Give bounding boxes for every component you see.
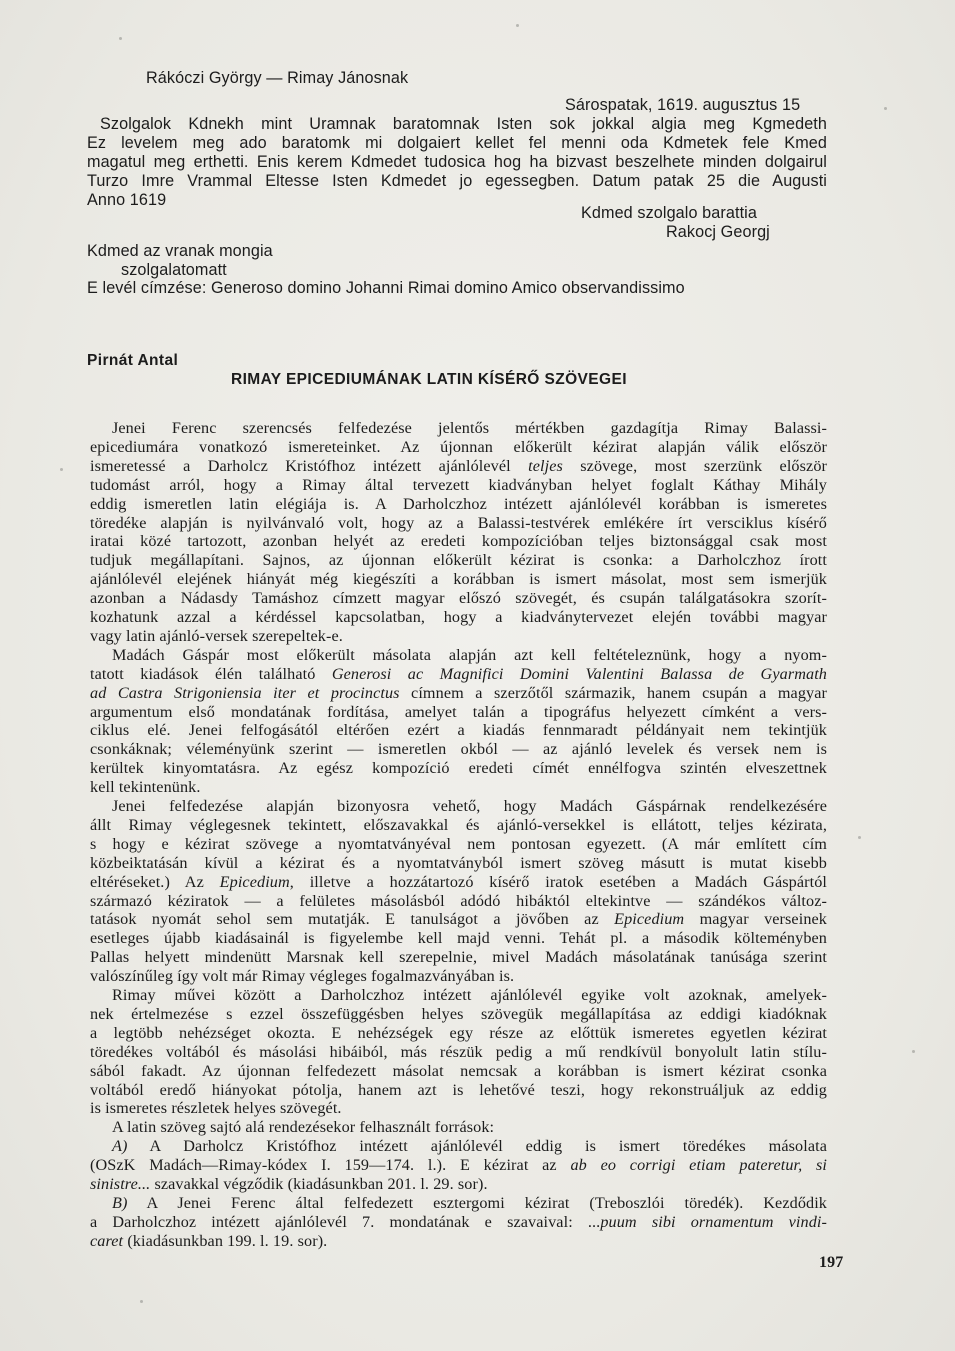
scan-speck (912, 1050, 915, 1053)
body-line: s hogy e kézirat szövege a nyomtatványéval nem pontosan egyezett. (A már említett cím (90, 834, 827, 853)
letter-heading: Rákóczi György — Rimay Jánosnak (146, 69, 409, 87)
body-line: B) A Jenei Ferenc által felfedezett esztergomi kézirat (Treboszlói töredék). Kezdődik (112, 1193, 827, 1212)
body-line: kerültek kinyomtatásra. Az egész kompozíció eredeti címét ennélfogva szintén elveszettnek (90, 759, 827, 778)
body-line: A latin szöveg sajtó alá rendezésekor felhasznált források: (112, 1118, 495, 1137)
body-line: iratai közé tartozott, azonban helyét az eredeti kompozícióban teljes biztonsággal csak most (90, 532, 827, 551)
body-line: Madách Gáspár most előkerült másolata alapján azt kell feltételeznünk, hogy a nyom- (112, 645, 827, 664)
body-line: nek értelmezése s ezzel összefüggésben helyes szövegük megállapítása az eddigi kiadóknak (90, 1004, 827, 1023)
body-line: ciklus elé. Jenei felfogásától eltérően ezért a kiadás fennmaradt példányait nem tekintjük (90, 721, 827, 740)
letter-line: Szolgalok Kdnekh mint Uramnak baratomnak Isten sok jokkal algia meg Kgmedeth (100, 115, 827, 133)
body-line: caret (kiadásunkban 199. l. 19. sor). (90, 1231, 328, 1250)
scan-speck (140, 1300, 143, 1303)
letter-signature: Rakocj Georgj (666, 223, 770, 241)
scan-speck (884, 107, 887, 110)
body-line: tatott kiadások élén található Generosi ac Magnifici Domini Valentini Balassa de Gyarmath (90, 664, 827, 683)
body-line: tudjuk megállapítani. Sajnos, az újonnan előkerült kézirat is csonka: a Darholczhoz írott (90, 551, 827, 570)
body-line: vagy latin ajánló-versek szerepeltek-e. (90, 626, 343, 645)
body-line: származó kéziratok — a felületes másolásból adódó hibáktól eltekintve — szándékos változ- (90, 891, 827, 910)
letter-address-line: szolgalatomatt (121, 261, 227, 279)
body-line: Jenei felfedezése alapján bizonyosra vehető, hogy Madách Gáspárnak rendelkezésére (112, 797, 827, 815)
article-title: RIMAY EPICEDIUMÁNAK LATIN KÍSÉRŐ SZÖVEGEI (231, 371, 627, 388)
letter-line: Ez levelem meg ado baratomk mi dolgaiert kellet fel menni oda Kdmetek fele Kmed (87, 134, 827, 152)
body-line: Jenei Ferenc szerencsés felfedezése jelentős mértékben gazdagítja Rimay Balassi- (112, 419, 827, 437)
body-line: is ismeretes részletek helyes szövegét. (90, 1099, 342, 1118)
page-number: 197 (819, 1254, 844, 1271)
body-line: közbeiktatásán kívül a kézirat és a nyomtatványból ismert szöveg másutt is mutat kisebb (90, 853, 827, 872)
body-line: valószínűleg így volt már Rimay végleges fogalmazványában is. (90, 967, 515, 986)
letter-line: magatul meg erthetti. Enis kerem Kdmedet tudosica hog ha bizvast beszelhete minden dolgairul (87, 153, 827, 171)
body-line: állt Rimay véglegesnek tekintett, előszavakkal és ajánló-versekkel is ellátott, teljes kézirata, (90, 815, 827, 834)
body-line: sából fakadt. Az újonnan felfedezett másolat nemcsak a korábban is ismert kézirat csonka (90, 1061, 827, 1080)
letter-line: Anno 1619 (87, 191, 167, 209)
scan-speck (119, 37, 122, 40)
body-line: epicediumára vonatkozó ismereteinket. Az újonnan előkerült kézirat alapján válik először (90, 437, 827, 456)
letter-address-line: Kdmed az vranak mongia (87, 242, 273, 260)
body-line: ad Castra Strigoniensia iter et procinctus címnem a szerzőtől származik, hanem csupán a magyar (90, 683, 828, 702)
body-line: azonban a Nádasdy Tamáshoz címzett magyar előszó szövegét, és csupán találgatásokra szorít- (90, 589, 827, 608)
body-line: a legtöbb nehézséget okozta. E nehézségek egy része az előttük ismeretes egyetlen kézirat (90, 1023, 827, 1042)
scan-speck (60, 468, 63, 471)
body-line: Pallas helyett mindenütt Marsnak kell szerepelnie, mivel Madách másolatának tanúsága szerint (90, 948, 827, 967)
body-line: töredékes voltából és másolási hibáiból, más részük pedig a mű rendkívül bonyolult latin stílu- (90, 1042, 827, 1061)
body-line: esetleges újabb kiadásainál is figyelembe kell majd venni. Tehát pl. a második költeményben (90, 929, 827, 948)
letter-recipient: E levél címzése: Generoso domino Johanni Rimai domino Amico observandissimo (87, 279, 685, 297)
body-line: tudomást arról, hogy a Rimay által tervezett kiadványban helyet foglalt Káthay Mihály (90, 475, 827, 494)
scan-speck (516, 24, 519, 27)
body-line: ajánlólevél elejének hiányát még kiegészíti a korábban is ismert másolat, most sem ismerjük (90, 570, 827, 589)
body-line: A) A Darholcz Kristófhoz intézett ajánlólevél eddig is ismert töredékes másolata (112, 1137, 827, 1156)
article-author: Pirnát Antal (87, 352, 179, 369)
body-line: ismeretessé a Darholcz Kristófhoz intézett ajánlólevél teljes szövege, most szerzünk először (90, 456, 827, 475)
body-line: eddig ismeretlen latin elégiája is. A Darholczhoz intézett ajánlólevél korábban is ismeretes (90, 494, 827, 513)
body-line: csonkáknak; véleményünk szerint — ismeretlen okból — az ajánló levelek és versek nem is (90, 740, 827, 759)
body-line: a Darholczhoz intézett ajánlólevél 7. mondatának e szavaival: ...puum sibi ornamentum vindi- (90, 1212, 827, 1231)
letter-line: Turzo Imre Vrammal Eltesse Isten Kdmedet jo egessegben. Datum patak 25 die Augusti (87, 172, 827, 190)
scan-speck (858, 836, 861, 839)
body-line: kozhatunk azzal a kérdéssel kapcsolatban, hogy a kiadványtervezet elején további magyar (90, 608, 827, 626)
body-line: argumentum első mondatának fordítása, amelyet talán a tipográfus helyezett címként a vers- (90, 702, 827, 721)
body-line: sinistre... szavakkal végződik (kiadásunkban 201. l. 29. sor). (90, 1175, 488, 1193)
body-line: tatások nyomát sehol sem mutatják. E tanulságot a jövőben az Epicedium magyar verseinek (90, 910, 827, 929)
letter-dateline: Sárospatak, 1619. augusztus 15 (565, 96, 801, 114)
body-line: Rimay művei között a Darholczhoz intézett ajánlólevél egyike volt azoknak, amelyek- (112, 986, 827, 1004)
body-line: kell tekintenünk. (90, 778, 201, 797)
body-line: töredéke alapján is nyilvánvaló volt, hogy az a Balassi-testvérek emlékére írt versciklus kísérő (90, 513, 827, 532)
body-line: eltéréseket.) Az Epicedium, illetve a hozzátartozó kísérő iratok esetében a Madách Gáspártól (90, 872, 827, 891)
body-line: (OSzK Madách—Rimay-kódex I. 159—174. l.). E kézirat az ab eo corrigi etiam pateretur, si (90, 1156, 827, 1175)
body-line: voltából eredő hiányokat pótolja, hanem azt is lehetővé teszi, hogy rekonstruáljuk az eddig (90, 1080, 827, 1099)
letter-closing: Kdmed szolgalo barattia (581, 204, 757, 222)
